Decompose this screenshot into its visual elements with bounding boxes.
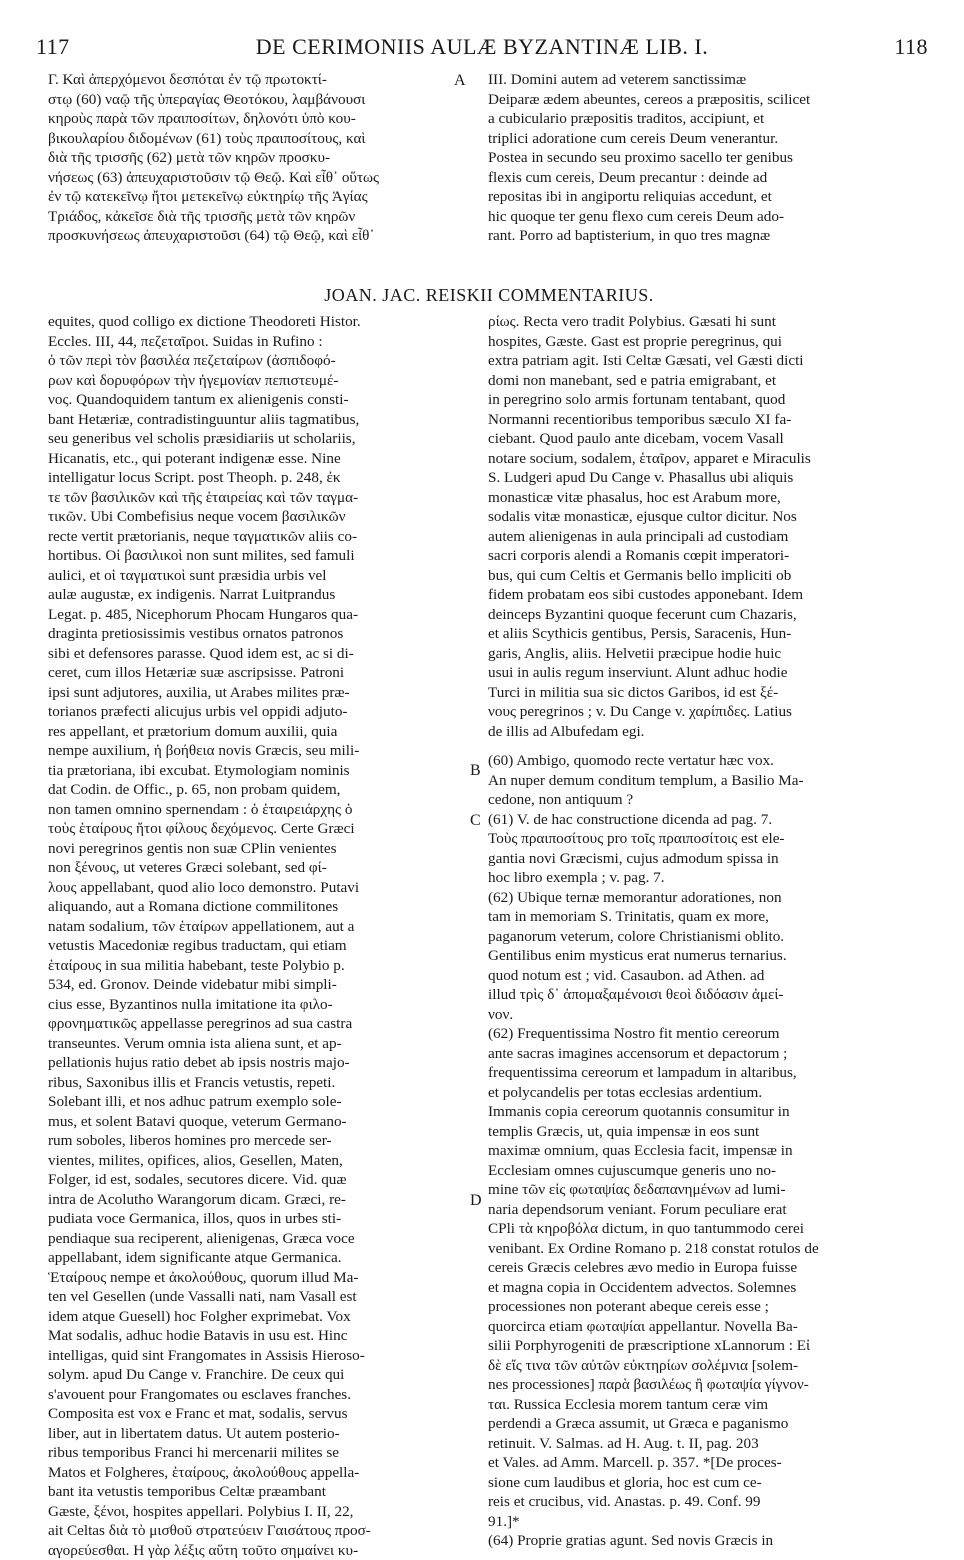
- commentary-left-line: ten vel Gesellen (unde Vassalli nati, nam Vasall est: [48, 1287, 450, 1307]
- commentary-left-line: τικῶν. Ubi Combefisius neque vocem βασιλικῶν: [48, 507, 450, 527]
- commentary-left-line: non ξένους, ut veteres Græci solebant, sed φί-: [48, 858, 450, 878]
- commentary-right-line: Τοὺς πραιποσίτους pro τοῖς πραιποσίτοις est ele-: [488, 829, 930, 849]
- commentary-left-line: Matos et Folgheres, ἑταίρους, ἀκολούθους appella-: [48, 1463, 450, 1483]
- commentary-left-line: ὁ τῶν περὶ τὸν βασιλέα πεζεταίρων (ἀσπιδοφό-: [48, 351, 450, 371]
- commentary-right-line: hoc libro exempla ; v. pag. 7.: [488, 868, 930, 888]
- commentary-left-line: aulici, et οἱ ταγματικοὶ sunt præsidia urbis vel: [48, 566, 450, 586]
- commentary-left-line: Solebant illi, et nos adhuc patrum exemplo sole-: [48, 1092, 450, 1112]
- latin-translation-line: III. Domini autem ad veterem sanctissimæ: [488, 70, 930, 90]
- commentary-left-line: rum soboles, liberos homines pro mercede ser-: [48, 1131, 450, 1151]
- commentary-left-line: ceret, cum illos Hetæriæ suæ ascripsisse. Patroni: [48, 663, 450, 683]
- latin-translation-line: flexis cum cereis, Deum precantur : deinde ad: [488, 168, 930, 188]
- commentary-left-line: liber, aut in libertatem datus. Ut autem posterio-: [48, 1424, 450, 1444]
- commentary-left-line: bant Hetæriæ, contradistinguuntur aliis tagmatibus,: [48, 410, 450, 430]
- commentary-right-line: extra patriam agit. Isti Celtæ Gæsati, vel Gæsti dicti: [488, 351, 930, 371]
- running-header: [36, 34, 928, 62]
- commentary-left-line: idem atque Guesell) hoc Folgher exprimebat. Vox: [48, 1307, 450, 1327]
- commentary-left-line: intra de Acolutho Warangorum dicam. Græci, re-: [48, 1190, 450, 1210]
- commentary-right-line: (61) V. de hac constructione dicenda ad pag. 7.: [488, 810, 930, 830]
- commentary-right-line: fidem probatam eos sibi custodes apponebant. Idem: [488, 585, 930, 605]
- commentary-left-line: pellationis hujus ratio debet ab ipsis nostris majo-: [48, 1053, 450, 1073]
- commentary-left-column: [48, 312, 450, 1560]
- commentary-right-line: mine τῶν εἰς φωταψίας δεδαπανημένων ad lumi-: [488, 1180, 930, 1200]
- commentary-left-line: λους appellabant, quod alio loco demonstro. Putavi: [48, 878, 450, 898]
- greek-text-line: νήσεως (63) ἀπευχαριστοῦσιν τῷ Θεῷ. Καὶ εἶθ᾽ οὕτως: [48, 168, 450, 188]
- commentary-right-line: S. Ludgeri apud Du Cange v. Phasallus ubi aliquis: [488, 468, 930, 488]
- commentary-right-line: paganorum veterum, colore Christianismi oblito.: [488, 927, 930, 947]
- commentary-left-line: φρονηματικῶς appellasse peregrinos ad sua castra: [48, 1014, 450, 1034]
- commentary-left-line: res appellant, et prætorium domum auxilii, quia: [48, 722, 450, 742]
- commentary-left-line: vetustis Macedoniæ regibus traductam, qui etiam: [48, 936, 450, 956]
- commentary-left-line: hortibus. Οἱ βασιλικοὶ non sunt milites, sed famuli: [48, 546, 450, 566]
- commentary-right-line: perdendi a Græca assumit, ut Græca e paganismo: [488, 1414, 930, 1434]
- commentary-left-line: ait Celtas διὰ τὸ μισθοῦ στρατεύειν Γαισάτους προσ-: [48, 1521, 450, 1541]
- commentary-right-line: autem alienigenas in aula principali ad custodiam: [488, 527, 930, 547]
- greek-text-line: προσκυνήσεως ἀπευχαριστοῦσι (64) τῷ Θεῷ, καὶ εἶθ᾽: [48, 226, 450, 246]
- commentary-left-line: Folger, id est, sodales, secutores dicere. Vid. quæ: [48, 1170, 450, 1190]
- commentary-left-line: aliquando, aut a Romana dictione commilitones: [48, 897, 450, 917]
- commentary-right-line: frequentissima cereorum et lampadum in altaribus,: [488, 1063, 930, 1083]
- commentary-left-line: sibi et defensores parasse. Quod idem est, ac si di-: [48, 644, 450, 664]
- commentary-left-line: pendiaque sua reciperent, alienigenas, Græca voce: [48, 1229, 450, 1249]
- latin-translation-line: hic quoque ter genu flexo cum cereis Deum ado-: [488, 207, 930, 227]
- commentary-right-line: naria dependsorum veniant. Forum peculiare erat: [488, 1200, 930, 1220]
- latin-translation-line: Deiparæ ædem abeuntes, cereos a præpositis, scilicet: [488, 90, 930, 110]
- commentary-right-line: in peregrino solo armis fortunam tentabant, quod: [488, 390, 930, 410]
- latin-translation-line: rant. Porro ad baptisterium, in quo tres magnæ: [488, 226, 930, 246]
- margin-letter-b: B: [470, 762, 481, 780]
- commentary-left-line: recte vertit prætorianis, neque ταγματικῶν aliis co-: [48, 527, 450, 547]
- commentary-right-line: (60) Ambigo, quomodo recte vertatur hæc vox.: [488, 751, 930, 771]
- commentary-right-line: notare socium, sodalem, ἑταῖρον, apparet e Miraculis: [488, 449, 930, 469]
- commentary-left-line: intelligas, quid sint Frangomates in Assisis Hieroso-: [48, 1346, 450, 1366]
- commentary-right-line: An nuper demum conditum templum, a Basilio Ma-: [488, 771, 930, 791]
- latin-translation-line: Postea in secundo seu proximo sacello ter genibus: [488, 148, 930, 168]
- commentary-left-line: pudiata voce Germanica, illos, quos in urbes sti-: [48, 1209, 450, 1229]
- commentary-left-line: Composita est vox e Franc et mat, sodalis, servus: [48, 1404, 450, 1424]
- latin-translation-block: [488, 70, 930, 246]
- commentary-right-line: maximæ omnium, quas Ecclesia facit, impensæ in: [488, 1141, 930, 1161]
- margin-letter-c: C: [470, 812, 481, 830]
- commentary-left-line: s'avouent pour Frangomates ou esclaves franches.: [48, 1385, 450, 1405]
- commentary-right-line: Immanis copia cereorum quotannis consumitur in: [488, 1102, 930, 1122]
- commentary-right-line: et polycandelis per totas ecclesias ardentium.: [488, 1083, 930, 1103]
- commentary-right-line: ciebant. Quod paulo ante dicebam, vocem Vasall: [488, 429, 930, 449]
- commentary-right-line: et magna copia in Occidentem advectos. Solemnes: [488, 1278, 930, 1298]
- commentary-left-line: νος. Quandoquidem tantum ex alienigenis consti-: [48, 390, 450, 410]
- commentary-left-line: Eccles. III, 44, πεζεταῖροι. Suidas in Rufino :: [48, 332, 450, 352]
- commentary-left-line: equites, quod colligo ex dictione Theodoreti Histor.: [48, 312, 450, 332]
- margin-letter-a: A: [454, 72, 466, 90]
- commentary-right-line: usui in aulis regum inserviunt. Alunt adhuc hodie: [488, 663, 930, 683]
- commentary-right-line: ται. Russica Ecclesia morem tantum ceræ vim: [488, 1395, 930, 1415]
- commentary-left-line: seu generibus vel scholis præsidiariis ut scholariis,: [48, 429, 450, 449]
- commentary-right-line: de illis ad Albufedam egi.: [488, 722, 930, 742]
- commentary-right-column: [488, 312, 930, 1551]
- commentary-right-line: reis et crucibus, vid. Anastas. p. 49. Conf. 99: [488, 1492, 930, 1512]
- commentary-right-line: cereis Græcis celebres ævo medio in Europa fuisse: [488, 1258, 930, 1278]
- commentary-right-line: Turci in militia sua sic dictos Garibos, id est ξέ-: [488, 683, 930, 703]
- latin-translation-line: repositas ibi in angiportu reliquias accedunt, et: [488, 187, 930, 207]
- greek-text-line: στῳ (60) ναῷ τῆς ὑπεραγίας Θεοτόκου, λαμβάνουσι: [48, 90, 450, 110]
- commentary-left-line: tia prætoriana, ibi excubat. Etymologiam nominis: [48, 761, 450, 781]
- commentary-right-line: cedone, non antiquum ?: [488, 790, 930, 810]
- commentary-left-line: Mat sodalis, adhuc hodie Batavis in usu est. Hinc: [48, 1326, 450, 1346]
- commentary-left-line: Hicanatis, etc., qui poterant indigenæ esse. Nine: [48, 449, 450, 469]
- commentary-right-line: (62) Ubique ternæ memorantur adorationes, non: [488, 888, 930, 908]
- commentary-right-line: tam in memoriam S. Trinitatis, quam ex more,: [488, 907, 930, 927]
- margin-letter-d: D: [470, 1192, 482, 1210]
- commentary-right-line: garis, Anglis, aliis. Helvetii præcipue hodie huic: [488, 644, 930, 664]
- commentary-right-line: retinuit. V. Salmas. ad H. Aug. t. II, pag. 203: [488, 1434, 930, 1454]
- commentary-left-line: natam sodalium, τῶν ἑταίρων appellationem, aut a: [48, 917, 450, 937]
- commentary-left-line: appellabant, idem significante atque Germanica.: [48, 1248, 450, 1268]
- commentary-left-line: vientes, milites, opifices, alios, Gesellen, Maten,: [48, 1151, 450, 1171]
- greek-text-line: κηροὺς παρὰ τῶν πραιποσίτων, δηλονότι ὑπὸ κου-: [48, 109, 450, 129]
- commentary-right-line: [488, 741, 930, 751]
- commentary-right-line: Ecclesiam omnes cujuscumque generis uno no-: [488, 1161, 930, 1181]
- greek-text-line: Τριάδος, κἀκεῖσε διὰ τῆς τρισσῆς μετὰ τῶν κηρῶν: [48, 207, 450, 227]
- greek-text-line: Γ. Καὶ ἀπερχόμενοι δεσπόται ἐν τῷ πρωτοκτί-: [48, 70, 450, 90]
- commentary-right-line: Normanni recentioribus temporibus sæculo XI fa-: [488, 410, 930, 430]
- commentary-right-line: sione cum laudibus et gloria, hoc est cum ce-: [488, 1473, 930, 1493]
- commentary-left-line: τοὺς ἑταίρους ἤτοι φίλους δεχόμενος. Certe Græci: [48, 819, 450, 839]
- commentary-left-line: Gæste, ξένοι, hospites appellari. Polybius I. II, 22,: [48, 1502, 450, 1522]
- commentary-right-line: deinceps Byzantini quoque fecerunt cum Chazaris,: [488, 605, 930, 625]
- commentary-right-line: et aliis Scythicis gentibus, Persis, Saracenis, Hun-: [488, 624, 930, 644]
- commentary-left-line: ἑταίρους in sua militia habebant, teste Polybio p.: [48, 956, 450, 976]
- commentary-right-line: quod notum est ; vid. Casaubon. ad Athen. ad: [488, 966, 930, 986]
- commentary-right-line: νον.: [488, 1005, 930, 1025]
- greek-text-line: ἐν τῷ κατεκεῖνῳ ἤτοι μετεκεῖνῳ εὐκτηρίῳ τῆς Ἁγίας: [48, 187, 450, 207]
- commentary-right-line: νους peregrinos ; v. Du Cange v. χαρίπιδες. Latius: [488, 702, 930, 722]
- commentary-right-line: nes processiones] παρὰ βασιλέως ἢ φωταψία γίγνον-: [488, 1375, 930, 1395]
- commentary-right-line: sacri corporis alendi a Romanis cœpit imperatori-: [488, 546, 930, 566]
- commentary-right-line: Gentilibus enim mysticus erat numerus ternarius.: [488, 946, 930, 966]
- commentary-left-line: ipsi sunt adjutores, auxilia, ut Arabes milites præ-: [48, 683, 450, 703]
- commentary-left-line: ribus temporibus Franci hi mercenarii milites se: [48, 1443, 450, 1463]
- commentary-left-line: Legat. p. 485, Nicephorum Phocam Hungaros qua-: [48, 605, 450, 625]
- commentary-left-line: ρων καὶ δορυφόρων τὴν ἡγεμονίαν πεπιστευμέ-: [48, 371, 450, 391]
- commentary-right-line: silii Porphyrogeniti de præscriptione xLannorum : Εἰ: [488, 1336, 930, 1356]
- commentary-right-line: venibant. Ex Ordine Romano p. 218 constat rotulos de: [488, 1239, 930, 1259]
- commentary-right-line: domi non manebant, sed e patria emigrabant, et: [488, 371, 930, 391]
- commentary-right-line: templis Græcis, ut, quia impensæ in eos sunt: [488, 1122, 930, 1142]
- commentary-right-line: processiones non poterant abeque cereis esse ;: [488, 1297, 930, 1317]
- commentary-right-line: quorcirca etiam φωταψίαι appellantur. Novella Ba-: [488, 1317, 930, 1337]
- commentary-left-line: torianos præfecti alicujus urbis vel oppidi adjuto-: [48, 702, 450, 722]
- commentary-left-line: dat Codin. de Offic., p. 65, non probam quidem,: [48, 780, 450, 800]
- commentary-right-line: bus, qui cum Celtis et Germanis bello impliciti ob: [488, 566, 930, 586]
- commentary-right-line: ante sacras imagines accensorum et depactorum ;: [488, 1044, 930, 1064]
- commentary-right-line: hospites, Gæste. Gast est proprie peregrinus, qui: [488, 332, 930, 352]
- commentary-left-line: τε τῶν βασιλικῶν καὶ τῆς ἑταιρείας καὶ τῶν ταγμα-: [48, 488, 450, 508]
- commentary-left-line: cius esse, Byzantinos nulla imitatione ita φιλο-: [48, 995, 450, 1015]
- commentary-left-line: mus, et solent Batavi quoque, veterum Germano-: [48, 1112, 450, 1132]
- commentary-left-line: Ἑταίρους nempe et ἀκολούθους, quorum illud Ma-: [48, 1268, 450, 1288]
- commentary-right-line: 91.]*: [488, 1512, 930, 1532]
- greek-text-block: [48, 70, 450, 246]
- commentary-right-line: illud τρὶς δ᾽ ἀπομαξαμένοισι θεοὶ διδόασιν ἀμεί-: [488, 985, 930, 1005]
- commentary-right-line: CPli τὰ κηροβόλα dictum, in quo tantummodo cerei: [488, 1219, 930, 1239]
- commentary-right-line: monasticæ vitæ phasalus, hoc est Arabum more,: [488, 488, 930, 508]
- greek-text-line: βικουλαρίου διδομένων (61) τοὺς πραιποσίτους, καὶ: [48, 129, 450, 149]
- section-title: JOAN. JAC. REISKII COMMENTARIUS.: [48, 285, 930, 306]
- left-page-number: 117: [36, 34, 70, 60]
- right-page-number: 118: [894, 34, 928, 60]
- running-title: DE CERIMONIIS AULÆ BYZANTINÆ LIB. I.: [36, 34, 928, 60]
- commentary-right-line: ρίως. Recta vero tradit Polybius. Gæsati hi sunt: [488, 312, 930, 332]
- latin-translation-line: a cubiculario præpositis traditos, accipiunt, et: [488, 109, 930, 129]
- commentary-left-line: 534, ed. Gronov. Deinde videbatur mibi simpli-: [48, 975, 450, 995]
- latin-translation-line: triplici adoratione cum cereis Deum venerantur.: [488, 129, 930, 149]
- commentary-left-line: bant ita vetustis temporibus Celtæ præambant: [48, 1482, 450, 1502]
- greek-text-line: διὰ τῆς τρισσῆς (62) μετὰ τῶν κηρῶν προσκυ-: [48, 148, 450, 168]
- commentary-left-line: aulæ augustæ, ex indigenis. Narrat Luitprandus: [48, 585, 450, 605]
- commentary-left-line: nempe auxilium, ἡ βοήθεια novis Græcis, seu mili-: [48, 741, 450, 761]
- commentary-left-line: transeuntes. Verum omnia ista aliena sunt, et ap-: [48, 1034, 450, 1054]
- commentary-left-line: intelligatur locus Script. post Theoph. p. 248, ἐκ: [48, 468, 450, 488]
- commentary-right-line: (62) Frequentissima Nostro fit mentio cereorum: [488, 1024, 930, 1044]
- commentary-right-line: et Vales. ad Amm. Marcell. p. 357. *[De proces-: [488, 1453, 930, 1473]
- commentary-right-line: δὲ εἴς τινα τῶν αὐτῶν εὐκτηρίων σολέμνια [solem-: [488, 1356, 930, 1376]
- commentary-left-line: solym. apud Du Cange v. Franchire. De ceux qui: [48, 1365, 450, 1385]
- commentary-left-line: novi peregrinos gentis non suæ CPlin venientes: [48, 839, 450, 859]
- commentary-right-line: sodalis vitæ monasticæ, ejusque cultor dicitur. Nos: [488, 507, 930, 527]
- commentary-left-line: draginta pretiosissimis vestibus ornatos patronos: [48, 624, 450, 644]
- commentary-left-line: αγορεύεσθαι. Η γὰρ λέξις αὕτη τοῦτο σημαίνει κυ-: [48, 1541, 450, 1560]
- commentary-left-line: ribus, Saxonibus illis et Francis vetustis, repeti.: [48, 1073, 450, 1093]
- commentary-right-line: (64) Proprie gratias agunt. Sed novis Græcis in: [488, 1531, 930, 1551]
- commentary-right-line: gantia novi Græcismi, cujus admodum spissa in: [488, 849, 930, 869]
- commentary-left-line: non tamen omnino spernendam : ὁ ἑταιρειάρχης ὁ: [48, 800, 450, 820]
